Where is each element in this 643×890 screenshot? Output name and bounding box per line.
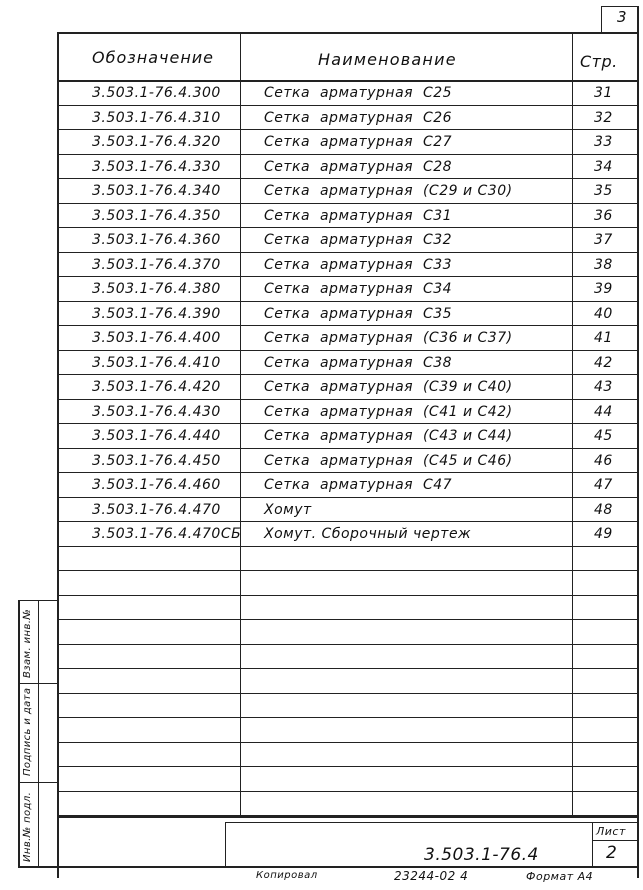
footer-order: 23244-02 4 <box>394 869 469 883</box>
header-page: Стр. <box>580 52 618 71</box>
row-divider <box>57 178 637 179</box>
row-divider <box>57 129 637 130</box>
row-page: 36 <box>594 207 613 224</box>
frame-right <box>637 6 639 878</box>
row-page: 44 <box>594 403 613 420</box>
row-divider <box>57 252 637 253</box>
row-divider <box>57 350 637 351</box>
page-number-border <box>601 6 602 32</box>
frame-bottom <box>18 866 638 868</box>
row-page: 32 <box>594 109 613 126</box>
row-page: 46 <box>594 452 613 469</box>
row-name: Сетка арматурная С38 <box>264 354 453 371</box>
row-designation: 3.503.1-76.4.410 <box>92 354 221 371</box>
row-page: 49 <box>594 526 613 542</box>
row-name: Сетка арматурная (С45 и С46) <box>264 452 513 469</box>
row-page: 34 <box>594 158 613 175</box>
side-strip-top <box>18 600 58 601</box>
side-label-inv-replace: Взам. инв.№ <box>22 608 33 678</box>
row-page: 37 <box>594 232 613 248</box>
row-page: 31 <box>594 85 613 101</box>
sheet-number: 3 <box>617 8 628 26</box>
row-page: 33 <box>594 134 613 150</box>
row-name: Сетка арматурная С32 <box>264 232 453 248</box>
row-divider <box>57 399 637 400</box>
row-divider <box>57 154 637 155</box>
row-name: Сетка арматурная (С29 и С30) <box>264 183 513 199</box>
row-page: 43 <box>594 379 613 395</box>
row-divider <box>57 693 637 694</box>
row-designation: 3.503.1-76.4.400 <box>92 330 221 346</box>
row-name: Сетка арматурная С27 <box>264 134 453 150</box>
row-divider <box>57 742 637 743</box>
row-divider <box>57 497 637 498</box>
row-designation: 3.503.1-76.4.330 <box>92 158 221 175</box>
row-divider <box>57 546 637 547</box>
row-page: 39 <box>594 281 613 297</box>
row-divider <box>57 276 637 277</box>
row-divider <box>57 301 637 302</box>
frame-left <box>57 32 59 878</box>
row-divider <box>57 595 637 596</box>
row-designation: 3.503.1-76.4.440 <box>92 428 221 444</box>
frame-top <box>57 32 637 34</box>
row-divider <box>57 472 637 473</box>
row-divider <box>57 203 637 204</box>
side-strip-div-2 <box>18 782 58 783</box>
row-divider <box>57 374 637 375</box>
row-designation: 3.503.1-76.4.460 <box>92 477 221 493</box>
side-strip-mid <box>38 600 39 866</box>
row-designation: 3.503.1-76.4.300 <box>92 85 221 101</box>
row-designation: 3.503.1-76.4.450 <box>92 452 221 469</box>
row-page: 38 <box>594 256 613 273</box>
side-strip-div-1 <box>18 683 58 684</box>
title-block-sheet-divider <box>592 822 593 866</box>
footer-format: Формат А4 <box>526 870 594 883</box>
row-designation: 3.503.1-76.4.350 <box>92 207 221 224</box>
row-designation: 3.503.1-76.4.390 <box>92 305 221 322</box>
row-divider <box>57 325 637 326</box>
row-name: Сетка арматурная С28 <box>264 158 453 175</box>
row-divider <box>57 644 637 645</box>
row-designation: 3.503.1-76.4.420 <box>92 379 221 395</box>
row-name: Сетка арматурная С33 <box>264 256 453 273</box>
col-divider-1 <box>240 32 241 816</box>
row-divider <box>57 423 637 424</box>
row-name: Хомут. Сборочный чертеж <box>264 526 472 542</box>
row-name: Сетка арматурная С25 <box>264 85 453 101</box>
row-designation: 3.503.1-76.4.370 <box>92 256 221 273</box>
row-divider <box>57 766 637 767</box>
footer-copied: Копировал <box>256 870 318 881</box>
row-page: 45 <box>594 428 613 444</box>
row-page: 48 <box>594 501 613 518</box>
header-name: Наименование <box>318 50 457 69</box>
row-designation: 3.503.1-76.4.320 <box>92 134 221 150</box>
title-block-left <box>225 822 226 866</box>
row-name: Сетка арматурная С35 <box>264 305 453 322</box>
row-name: Сетка арматурная С26 <box>264 109 453 126</box>
row-name: Сетка арматурная (С36 и С37) <box>264 330 513 346</box>
row-divider <box>57 521 637 522</box>
row-divider <box>57 791 637 792</box>
row-name: Сетка арматурная С34 <box>264 281 453 297</box>
row-divider <box>57 619 637 620</box>
row-page: 47 <box>594 477 613 493</box>
row-designation: 3.503.1-76.4.430 <box>92 403 221 420</box>
row-divider <box>57 448 637 449</box>
row-name: Хомут <box>264 501 312 518</box>
row-page: 40 <box>594 305 613 322</box>
row-designation: 3.503.1-76.4.340 <box>92 183 221 199</box>
row-page: 35 <box>594 183 613 199</box>
title-block-top <box>57 816 637 818</box>
sheet-value: 2 <box>606 843 618 863</box>
page-number-border-top <box>601 6 637 7</box>
row-designation: 3.503.1-76.4.380 <box>92 281 221 297</box>
title-block-sheet-line <box>592 840 637 841</box>
row-designation: 3.503.1-76.4.470СБ <box>92 526 242 542</box>
row-page: 41 <box>594 330 613 346</box>
sheet-label: Лист <box>596 825 626 838</box>
row-divider <box>57 105 637 106</box>
row-name: Сетка арматурная С47 <box>264 477 453 493</box>
col-divider-2 <box>572 32 573 816</box>
row-designation: 3.503.1-76.4.360 <box>92 232 221 248</box>
row-name: Сетка арматурная С31 <box>264 207 453 224</box>
row-name: Сетка арматурная (С41 и С42) <box>264 403 513 420</box>
side-label-inv-original: Инв.№ подл. <box>22 791 33 862</box>
document-code: 3.503.1-76.4 <box>424 845 539 865</box>
side-label-sign-date: Подпись и дата <box>22 687 33 776</box>
header-designation: Обозначение <box>92 48 215 67</box>
row-divider <box>57 227 637 228</box>
row-page: 42 <box>594 354 613 371</box>
row-name: Сетка арматурная (С39 и С40) <box>264 379 513 395</box>
row-designation: 3.503.1-76.4.470 <box>92 501 221 518</box>
row-designation: 3.503.1-76.4.310 <box>92 109 221 126</box>
row-divider <box>57 668 637 669</box>
header-bottom <box>57 80 637 82</box>
side-strip-left <box>18 600 20 866</box>
row-name: Сетка арматурная (С43 и С44) <box>264 428 513 444</box>
row-divider <box>57 570 637 571</box>
row-divider <box>57 717 637 718</box>
title-block-inner-top <box>225 822 637 823</box>
